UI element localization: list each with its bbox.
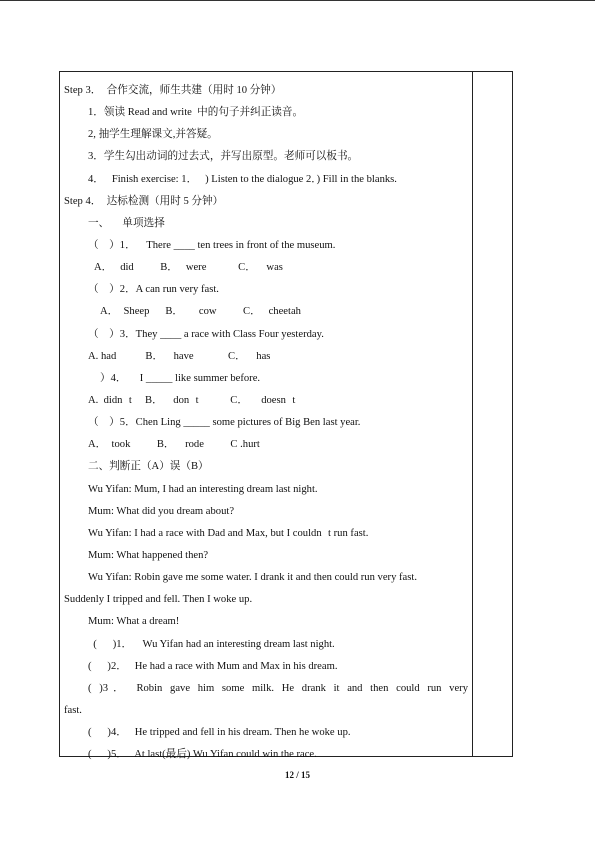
text-line: A. had B． have C． has	[88, 350, 271, 362]
text-line: ( )4． He tripped and fell in his dream. Then he woke up.	[88, 727, 351, 739]
text-line: 1．领读 Read and write 中的句子并纠正读音。	[88, 107, 304, 119]
text-line: 3．学生勾出动词的过去式，并写出原型。老师可以板书。	[88, 151, 359, 163]
lesson-plan-table	[59, 71, 513, 761]
text-line: Suddenly I tripped and fell. Then I woke up.	[64, 594, 253, 606]
lesson-content-cell	[64, 80, 468, 766]
text-line: Step 4． 达标检测（用时 5 分钟）	[64, 195, 224, 207]
text-line: A． took B． rode C .hurt	[88, 439, 260, 451]
text-line: A． did B． were C． was	[94, 262, 283, 274]
text-line: Mum: What a dream!	[88, 616, 180, 628]
text-line: Wu Yifan: Mum, I had an interesting dream last night.	[88, 483, 318, 495]
text-line: Wu Yifan: I had a race with Dad and Max, but I couldnt run fast.	[88, 527, 369, 539]
text-line: Mum: What happened then?	[88, 549, 209, 561]
text-line: ）4． I _____ like summer before.	[100, 372, 261, 384]
page-number: 12 / 15	[284, 770, 310, 780]
page-top-rule	[0, 0, 595, 1]
text-line: ( )3． Robin gave him some milk. He drank it and then could run very	[88, 682, 468, 694]
text-line: A． Sheep B． cow C． cheetah	[100, 306, 301, 318]
text-line: 4． Finish exercise: 1． ) Listen to the dialogue 2．) Fill in the blanks.	[88, 173, 397, 185]
text-line: ( )2． He had a race with Mum and Max in his dream.	[88, 660, 338, 672]
text-line: （ ）1． There ____ ten trees in front of the museum.	[88, 239, 336, 251]
text-line: （ ）2．A can run very fast.	[88, 284, 219, 296]
text-line: 二、判断正（A）误（B）	[88, 461, 209, 473]
text-line: 一、 单项选择	[88, 217, 165, 229]
text-line: Step 3． 合作交流，师生共建（用时 10 分钟）	[64, 85, 282, 96]
notes-cell	[473, 72, 512, 756]
text-line: （ ）3．They ____ a race with Class Four yesterday.	[88, 328, 324, 340]
text-line: 2, 抽学生理解课文,并答疑。	[88, 129, 218, 141]
text-line: ( )1． Wu Yifan had an interesting dream last night.	[88, 638, 335, 650]
text-line: ( )5． At last(最后) Wu Yifan could win the race.	[88, 749, 317, 761]
text-line: Mum: What did you dream about?	[88, 505, 235, 517]
text-line: A. didnt B． dont C． doesnt	[88, 394, 296, 406]
text-line: fast.	[64, 704, 82, 716]
text-line: Wu Yifan: Robin gave me some water. I drank it and then could run very fast.	[88, 572, 417, 584]
text-line: （ ）5．Chen Ling _____ some pictures of Big Ben last year.	[88, 417, 361, 429]
